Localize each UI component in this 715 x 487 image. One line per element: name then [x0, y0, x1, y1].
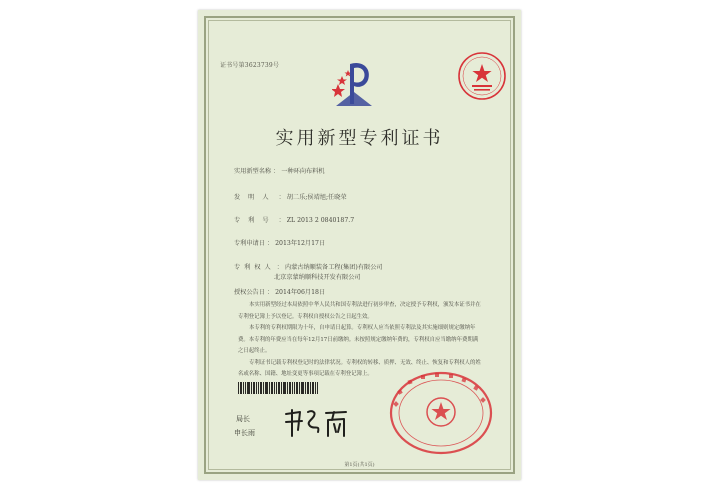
field-value: 内蒙古纳顺装备工程(集团)有限公司: [284, 264, 383, 271]
field-value: 2014年06月18日: [275, 289, 326, 296]
body-paragraph: 本专利的专利权期限为十年，自申请日起算。专利权人应当依照专利法及其实施细则规定缴纳年费。本专利的年费应当在每年12月17日前缴纳。未按照规定缴纳年费的，专利权自应当缴纳年费期满之日起终止。: [238, 325, 479, 354]
field-inventor: 发明人 ： 胡二乐;侯靖旭;任晓荣: [234, 194, 347, 201]
director-name: 申长雨: [234, 429, 255, 437]
patent-office-emblem-icon: [332, 54, 374, 112]
field-patent-number: 专利号 ： ZL 2013 2 0840187.7: [234, 217, 355, 224]
state-ip-office-seal-icon: [386, 370, 496, 456]
field-filing-date: 专利申请日 ： 2013年12月17日: [234, 240, 326, 247]
field-value: 2013年12月17日: [275, 240, 326, 247]
field-label: 专利号: [234, 217, 277, 224]
field-grant-date: 授权公告日 ： 2014年06月18日: [234, 289, 326, 296]
field-label: 专利权人: [234, 264, 275, 271]
field-label: 发明人: [234, 194, 277, 201]
field-name: 实用新型名称 ： 一种环向布料机: [234, 168, 325, 175]
barcode-image: [238, 382, 318, 394]
field-patentee: 专利权人 ： 内蒙古纳顺装备工程(集团)有限公司: [234, 264, 383, 271]
field-label: 实用新型名称: [234, 168, 272, 175]
field-patentee-second: 北京京蒙纳顺科技开发有限公司: [274, 274, 361, 281]
director-label: 局长: [236, 415, 250, 423]
field-value: 胡二乐;侯靖旭;任晓荣: [286, 194, 347, 201]
field-label: 专利申请日: [234, 240, 265, 247]
certificate-title: 实用新型专利证书: [275, 128, 444, 149]
official-seal-icon: [456, 50, 508, 102]
patent-certificate: [198, 10, 521, 480]
body-paragraph: 本实用新型经过本局依照中华人民共和国专利法进行初步审查，决定授予专利权，颁发本证书并在专利登记簿上予以登记。专利权自授权公告之日起生效。: [238, 302, 481, 320]
certificate-body: [238, 300, 482, 381]
field-value: ZL 2013 2 0840187.7: [286, 217, 355, 224]
director-signature: [282, 404, 352, 440]
page-indicator: 第1页(共1页): [344, 462, 375, 468]
field-label: 授权公告日: [234, 289, 265, 296]
certificate-number: 证书号第3623739号: [220, 62, 280, 69]
body-paragraph: 专利证书记载专利权登记时的法律状况。专利权的转移、质押、无效、终止、恢复和专利权人的姓名或名称、国籍、地址变更等事项记载在专利登记簿上。: [238, 359, 481, 377]
field-value: 一种环向布料机: [281, 168, 325, 175]
